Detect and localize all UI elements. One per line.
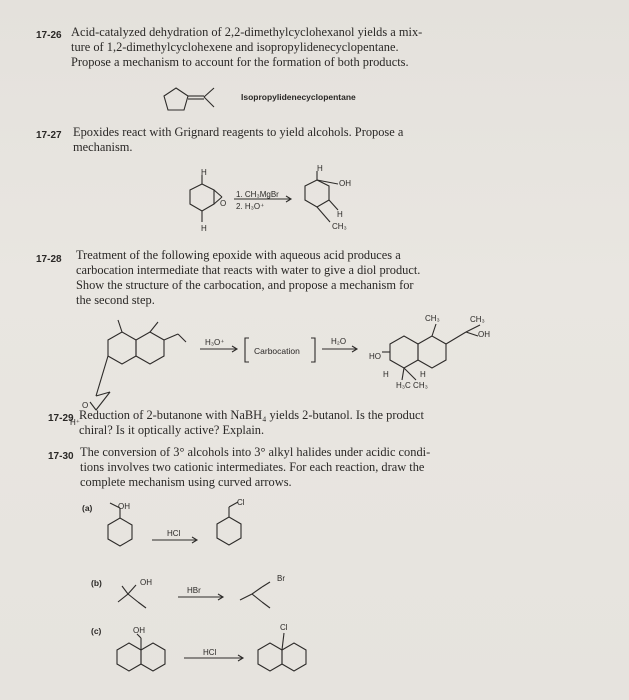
atom-ho: HO (369, 352, 381, 361)
atom-h: H (317, 164, 323, 173)
atom-h: H (201, 224, 207, 233)
text-line: the second step. (76, 293, 155, 307)
chlorodecalin-c-structure (258, 633, 306, 671)
atom-h: H (337, 210, 343, 219)
problem-number-17-29: 17-29 (48, 413, 74, 424)
text-line: Show the structure of the carbocation, and propose a mechanism for (76, 278, 414, 292)
text-line: carbocation intermediate that reacts with water to give a diol product. (76, 263, 421, 277)
atom-h3c-ch3: H₃C CH₃ (396, 381, 428, 390)
diol-product-structure (382, 324, 480, 380)
atom-ch3: CH₃ (425, 314, 440, 323)
chlorocyclohexane-a-structure (217, 502, 241, 545)
reagent-h3o: H₃O⁺ (205, 338, 225, 347)
isopropylidenecyclopentane-label: Isopropylidenecyclopentane (241, 92, 356, 102)
text-line: chiral? Is it optically active? Explain. (79, 423, 265, 437)
problem-number-17-28: 17-28 (36, 254, 62, 265)
tert-alcohol-b-structure (118, 585, 146, 608)
text-line: Treatment of the following epoxide with aqueous acid produces a (76, 248, 401, 262)
atom-oh: OH (140, 578, 152, 587)
reagent-step-1: 1. CH₃MgBr (236, 190, 279, 199)
cyclohexanol-product-structure (305, 171, 338, 222)
text-line: Reduction of 2-butanone with NaBH₄ yields 2-butanol. Is the product (79, 408, 424, 422)
atom-cl: Cl (280, 623, 288, 632)
atom-h: H (420, 370, 426, 379)
atom-h: H (383, 370, 389, 379)
atom-cl: Cl (237, 498, 245, 507)
atom-ch3: CH₃ (470, 315, 485, 324)
atom-oh: OH (339, 179, 351, 188)
text-line: Propose a mechanism to account for the formation of both products. (71, 55, 409, 69)
problem-number-17-26: 17-26 (36, 30, 62, 41)
text-line: Epoxides react with Grignard reagents to yield alcohols. Propose a (73, 125, 404, 139)
reagent-step-2: 2. H₃O⁺ (236, 202, 265, 211)
part-label-c: (c) (91, 626, 102, 636)
bracket-left (245, 338, 249, 362)
part-label-b: (b) (91, 578, 102, 588)
reagent-hbr: HBr (187, 586, 201, 595)
atom-h: H (201, 168, 207, 177)
reagent-h2o: H₂O (331, 337, 347, 346)
reagent-hcl-a: HCl (167, 529, 181, 538)
atom-oh: OH (133, 626, 145, 635)
text-line: Acid-catalyzed dehydration of 2,2-dimethylcyclohexanol yields a mix- (71, 25, 423, 39)
atom-oh: OH (118, 502, 130, 511)
isopropylidenecyclopentane-structure (164, 88, 214, 110)
part-label-a: (a) (82, 503, 93, 513)
atom-ch3: CH₃ (332, 222, 347, 231)
atom-br: Br (277, 574, 285, 583)
carbocation-label: Carbocation (254, 346, 300, 356)
atom-o: O (82, 401, 89, 410)
text-line: The conversion of 3° alcohols into 3° alkyl halides under acidic condi- (80, 445, 431, 459)
problem-number-17-30: 17-30 (48, 451, 74, 462)
atom-oh: OH (478, 330, 490, 339)
atom-h-plus: H⁺ (70, 418, 80, 427)
epoxide-bicyclic-structure (90, 320, 186, 410)
atom-o: O (220, 199, 227, 208)
cyclohexene-oxide-structure (190, 175, 222, 222)
text-line: complete mechanism using curved arrows. (80, 475, 292, 489)
problem-number-17-27: 17-27 (36, 130, 62, 141)
bracket-right (311, 338, 315, 362)
text-line: ture of 1,2-dimethylcyclohexene and isopropylidenecyclopentane. (71, 40, 399, 54)
decalol-c-structure (117, 634, 165, 671)
text-line: tions involves two cationic intermediates. For each reaction, draw the (80, 460, 425, 474)
cyclohexanol-a-structure (108, 503, 132, 546)
text-line: mechanism. (73, 140, 133, 154)
reagent-hcl-c: HCl (203, 648, 217, 657)
tert-bromide-b-structure (240, 582, 270, 608)
